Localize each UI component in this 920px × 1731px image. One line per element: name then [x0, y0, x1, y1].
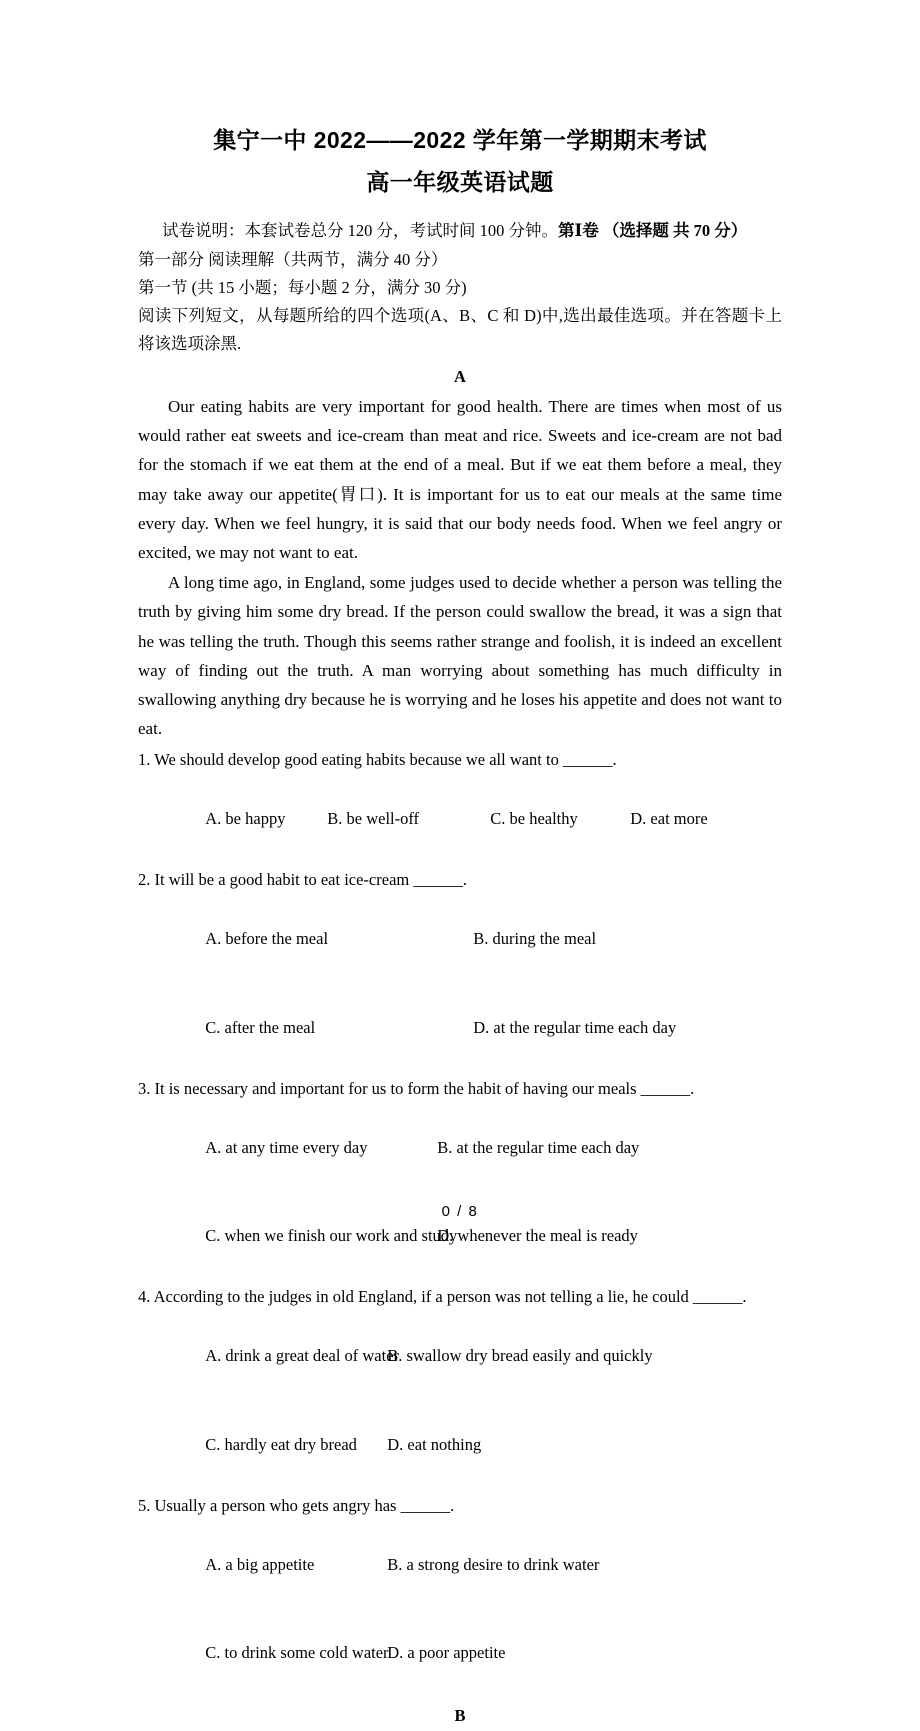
- option-d[interactable]: D. whenever the meal is ready: [437, 1226, 638, 1246]
- question-4: [138, 1282, 782, 1489]
- question-2-stem: 2. It will be a good habit to eat ice-cream ______.: [138, 870, 467, 890]
- exam-title-line-1: 集宁一中 2022——2022 学年第一学期期末考试: [213, 127, 707, 153]
- exam-notice-text: 试卷说明：本套试卷总分 120 分，考试时间 100 分钟。: [162, 221, 558, 240]
- exam-volume-label: 第Ⅰ卷 （选择题 共 70 分）: [558, 221, 748, 240]
- passage-a-paragraph-1: Our eating habits are very important for good health. There are times when most of us would rather eat sweets and ice-cream than meat and rice. Sweets and ice-cream are not bad for the stomach if we eat them at the end of a meal. But if we eat them before a meal, they may take away our appetite(胃口). It is important for us to eat our meals at the same time every day. When we feel hungry, it is said that our body needs food. When we feel angry or excited, we may not want to eat.: [138, 397, 782, 563]
- option-row: [164, 895, 782, 984]
- option-d[interactable]: D. at the regular time each day: [473, 1017, 677, 1037]
- question-3-options: [138, 1103, 782, 1280]
- option-b[interactable]: B. be well-off: [327, 809, 420, 829]
- option-a[interactable]: A. before the meal: [205, 929, 329, 949]
- option-row: [164, 1400, 782, 1489]
- option-row: [164, 1312, 782, 1401]
- page-number-footer: 0 / 8: [441, 1203, 479, 1220]
- question-3: [138, 1074, 782, 1281]
- option-b[interactable]: B. a strong desire to drink water: [387, 1554, 600, 1574]
- question-2-options: [138, 895, 782, 1072]
- document-body: [138, 118, 782, 1731]
- part-one-heading: 第一部分 阅读理解（共两节，满分 40 分）: [138, 250, 448, 269]
- option-c[interactable]: C. be healthy: [490, 809, 578, 829]
- question-4-stem: 4. According to the judges in old England, if a person was not telling a lie, he could ______.: [138, 1287, 747, 1307]
- question-1-options: [138, 775, 782, 864]
- option-b[interactable]: B. at the regular time each day: [437, 1137, 640, 1157]
- question-3-stem: 3. It is necessary and important for us to form the habit of having our meals ______.: [138, 1078, 695, 1098]
- option-a[interactable]: A. at any time every day: [205, 1137, 368, 1157]
- option-d[interactable]: D. eat nothing: [387, 1434, 482, 1454]
- question-1-stem: 1. We should develop good eating habits because we all want to ______.: [138, 750, 617, 770]
- option-row: [164, 1103, 782, 1192]
- option-c[interactable]: C. to drink some cold water: [205, 1643, 389, 1663]
- question-2: [138, 865, 782, 1072]
- option-b[interactable]: B. during the meal: [473, 929, 597, 949]
- exam-notice: [138, 216, 782, 246]
- option-row: [164, 1520, 782, 1609]
- option-c[interactable]: C. hardly eat dry bread: [205, 1434, 357, 1454]
- section-one-heading: 第一节 (共 15 小题；每小题 2 分，满分 30 分): [138, 278, 467, 297]
- question-5: [138, 1491, 782, 1698]
- option-c[interactable]: C. when we finish our work and study: [205, 1226, 458, 1246]
- passage-letter-b: B: [454, 1706, 466, 1726]
- exam-title-line-2: 高一年级英语试题: [366, 169, 554, 195]
- question-1: [138, 745, 782, 863]
- option-row: [164, 775, 782, 864]
- option-b[interactable]: B. swallow dry bread easily and quickly: [387, 1346, 653, 1366]
- option-d[interactable]: D. eat more: [630, 809, 708, 829]
- question-4-options: [138, 1312, 782, 1489]
- section-one-instruction: 阅读下列短文，从每题所给的四个选项(A、B、C 和 D)中,选出最佳选项。并在答题卡上将该选项涂黑.: [138, 306, 782, 353]
- passage-a-paragraph-2: A long time ago, in England, some judges used to decide whether a person was telling the truth by giving him some dry bread. If the person could swallow the bread, it was a sign that he was telling the truth. Though this seems rather strange and foolish, it is indeed an excellent way of finding out the truth. A man worrying about something has much difficulty in swallowing anything dry because he is worrying and he loses his appetite and does not want to eat.: [138, 573, 782, 739]
- option-row: [164, 1609, 782, 1698]
- option-a[interactable]: A. be happy: [205, 809, 286, 829]
- question-5-options: [138, 1520, 782, 1697]
- option-row: [164, 983, 782, 1072]
- option-d[interactable]: D. a poor appetite: [387, 1643, 506, 1663]
- option-a[interactable]: A. a big appetite: [205, 1554, 315, 1574]
- passage-letter-a: A: [454, 367, 466, 386]
- question-5-stem: 5. Usually a person who gets angry has ______.: [138, 1495, 455, 1515]
- option-c[interactable]: C. after the meal: [205, 1017, 316, 1037]
- option-a[interactable]: A. drink a great deal of water: [205, 1346, 400, 1366]
